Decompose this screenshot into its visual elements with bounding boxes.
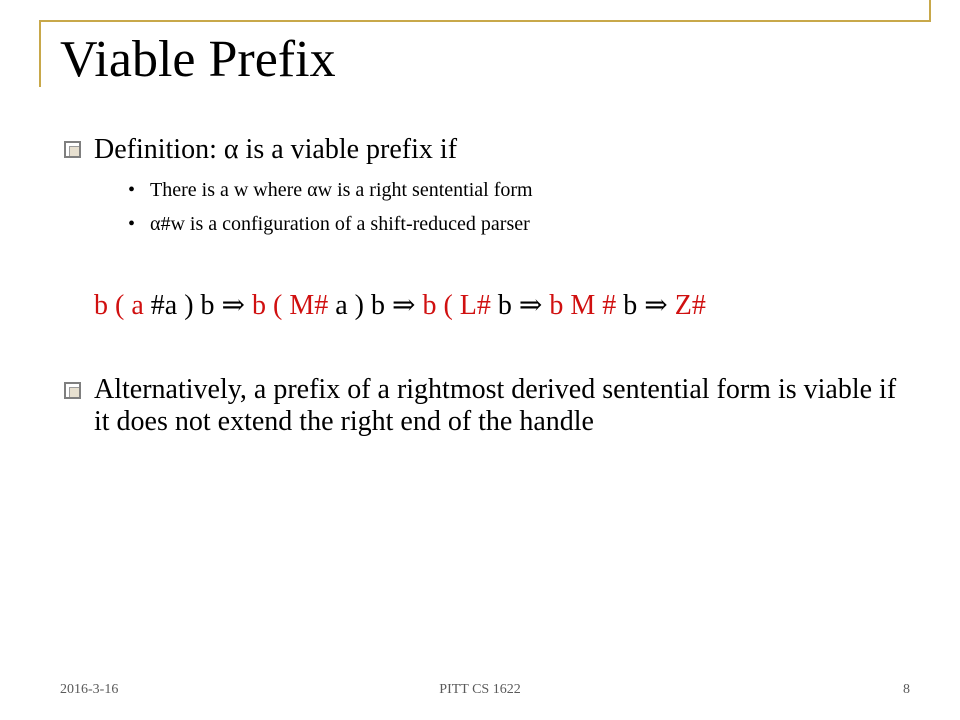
- slide-title: Viable Prefix: [60, 31, 336, 88]
- footer-page-number: 8: [903, 682, 910, 697]
- deriv-step4-black: b: [623, 290, 638, 321]
- frame-left-line: [39, 20, 41, 87]
- sub-bullet-configuration: α#w is a configuration of a shift-reduced parser: [150, 213, 530, 235]
- deriv-step3-black: b: [497, 290, 512, 321]
- frame-top-line: [39, 20, 931, 22]
- bullet-box-icon: [64, 141, 81, 158]
- deriv-step5-red: Z#: [674, 290, 706, 321]
- implies-arrow-icon: ⇒: [392, 290, 416, 321]
- deriv-step3-red: b ( L#: [422, 290, 498, 321]
- sub-bullet-dot-icon: •: [128, 213, 136, 235]
- bullet-box-icon: [64, 382, 81, 399]
- sub-bullet-right-sentential: There is a w where αw is a right sentential form: [150, 179, 533, 201]
- frame-right-line: [929, 0, 931, 22]
- footer-course: PITT CS 1622: [439, 682, 521, 697]
- deriv-step1-black: #a ) b: [150, 290, 215, 321]
- derivation-sequence: [94, 290, 706, 322]
- deriv-step1-red: b ( a: [94, 290, 151, 321]
- implies-arrow-icon: ⇒: [518, 290, 543, 321]
- implies-arrow-icon: ⇒: [221, 290, 245, 321]
- sub-bullet-dot-icon: •: [128, 179, 136, 201]
- bullet-alternatively: Alternatively, a prefix of a rightmost derived sentential form is viable if it does not extend the right end of the handle: [94, 374, 897, 437]
- bullet-definition: Definition: α is a viable prefix if: [94, 134, 458, 165]
- deriv-step2-red: b ( M#: [252, 290, 336, 321]
- implies-arrow-icon: ⇒: [644, 290, 668, 321]
- footer-date: 2016-3-16: [60, 682, 119, 697]
- deriv-step4-red: b M #: [549, 290, 624, 321]
- deriv-step2-black: a ) b: [335, 290, 385, 321]
